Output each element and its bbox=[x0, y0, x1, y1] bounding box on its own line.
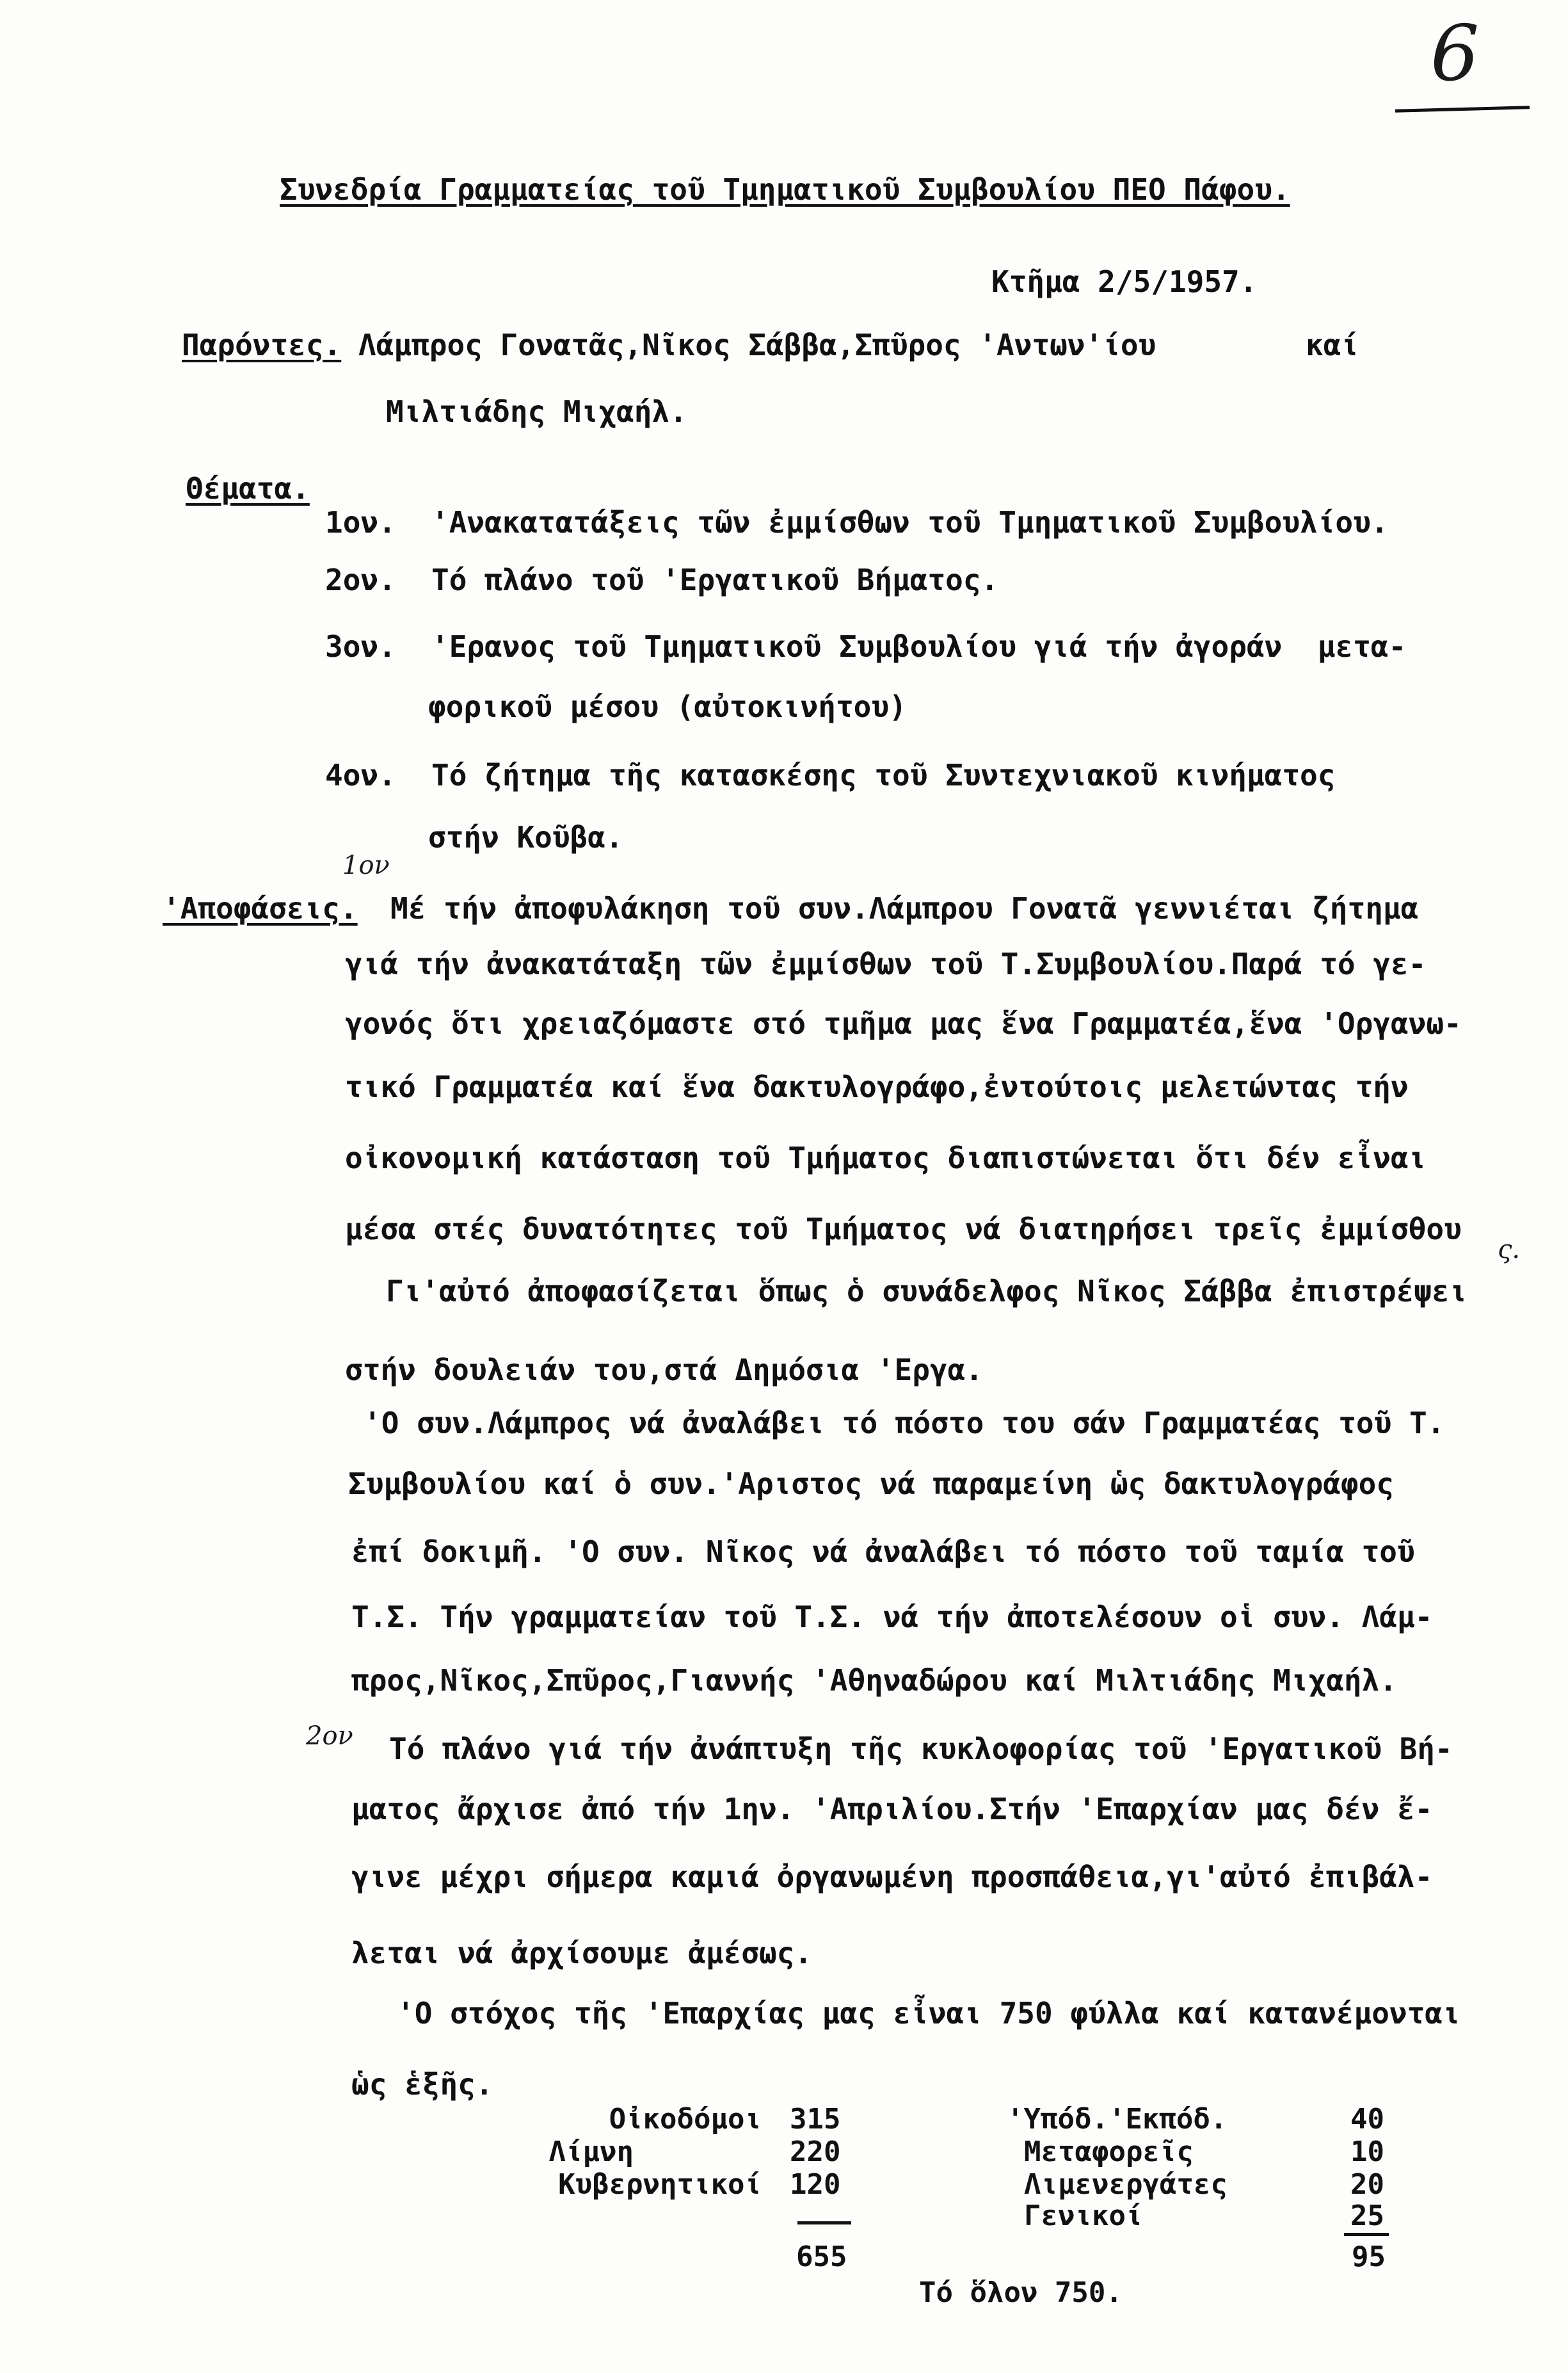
left-sum-rule bbox=[797, 2221, 851, 2224]
decision-line: λεται νά ἀρχίσουμε ἀμέσως. bbox=[351, 1936, 813, 1970]
distribution-label: Κυβερνητικοί bbox=[558, 2168, 762, 2201]
handwritten-mark-second: 2ον bbox=[306, 1721, 353, 1751]
decision-line: γονός ὅτι χρειαζόμαστε στό τμῆμα μας ἕνα Γραμματέα,ἕνα 'Οργανω- bbox=[345, 1006, 1462, 1041]
topic-text: Τό ζήτημα τῆς κατασκέσης τοῦ Συντεχνιακοῦ κινήματος bbox=[431, 758, 1336, 792]
grand-total: Τό ὅλον 750. bbox=[919, 2276, 1123, 2309]
document-date: Κτῆμα 2/5/1957. bbox=[991, 264, 1258, 299]
present-and: καί bbox=[1306, 328, 1359, 362]
decision-line: στήν δουλειάν του,στά Δημόσια 'Εργα. bbox=[345, 1353, 983, 1387]
decision-line: μέσα στές δυνατότητες τοῦ Τμήματος νά διατηρήσει τρεῖς ἐμμίσθου bbox=[345, 1212, 1462, 1246]
distribution-label: Λιμενεργάτες bbox=[1024, 2168, 1228, 2201]
present-names: Λάμπρος Γονατᾶς,Νῖκος Σάββα,Σπῦρος 'Αντων'ίου bbox=[358, 328, 1156, 362]
decision-line: οἰκονομική κατάσταση τοῦ Τμήματος διαπιστώνεται ὅτι δέν εἶναι bbox=[345, 1141, 1427, 1175]
right-sum-rule bbox=[1344, 2233, 1389, 2236]
distribution-label: Γενικοί bbox=[1024, 2200, 1143, 2232]
present-label: Παρόντες. bbox=[182, 328, 342, 362]
left-total: 655 bbox=[796, 2240, 847, 2273]
distribution-value: 20 bbox=[1350, 2168, 1384, 2201]
topic-text: 'Ερανος τοῦ Τμηματικοῦ Συμβουλίου γιά τήν ἀγοράν μετα- bbox=[431, 629, 1407, 664]
topic-number: 1ον. bbox=[325, 505, 396, 540]
right-total: 95 bbox=[1352, 2240, 1386, 2273]
distribution-value: 220 bbox=[790, 2136, 841, 2168]
decision-line: ματος ἄρχισε ἀπό τήν 1ην. 'Απριλίου.Στήν 'Επαρχίαν μας δέν ἔ- bbox=[351, 1792, 1433, 1826]
topic-text: φορικοῦ μέσου (αὐτοκινήτου) bbox=[428, 689, 907, 724]
document-title: Συνεδρία Γραμματείας τοῦ Τμηματικοῦ Συμβουλίου ΠΕΟ Πάφου. bbox=[280, 172, 1290, 207]
decision-line: γιά τήν ἀνακατάταξη τῶν ἐμμίσθων τοῦ Τ.Συμβουλίου.Παρά τό γε- bbox=[345, 947, 1427, 981]
distribution-label: Οἰκοδόμοι bbox=[609, 2103, 762, 2136]
distribution-value: 120 bbox=[790, 2168, 841, 2201]
decision-line: προς,Νῖκος,Σπῦρος,Γιαννής 'Αθηναδώρου καί Μιλτιάδης Μιχαήλ. bbox=[351, 1663, 1397, 1698]
page-number-underline bbox=[1395, 106, 1530, 112]
distribution-value: 10 bbox=[1350, 2136, 1384, 2168]
distribution-label: Μεταφορεῖς bbox=[1024, 2136, 1194, 2168]
decision-line: Συμβουλίου καί ὁ συν.'Αριστος νά παραμείνη ὡς δακτυλογράφος bbox=[348, 1467, 1394, 1501]
decision-line: ἐπί δοκιμῆ. 'Ο συν. Νῖκος νά ἀναλάβει τό πόστο τοῦ ταμία τοῦ bbox=[351, 1534, 1415, 1569]
decision-line: 'Ο στόχος τῆς 'Επαρχίας μας εἶναι 750 φύλλα καί κατανέμονται bbox=[397, 1996, 1460, 2031]
present-names-cont: Μιλτιάδης Μιχαήλ. bbox=[386, 394, 687, 429]
handwritten-mark-first: 1ον bbox=[342, 851, 390, 880]
decision-line: τικό Γραμματέα καί ἕνα δακτυλογράφο,ἐντούτοις μελετώντας τήν bbox=[345, 1070, 1409, 1104]
decision-line: ὡς ἑξῆς. bbox=[351, 2067, 493, 2102]
topic-text: στήν Κοῦβα. bbox=[428, 820, 623, 855]
topic-number: 2ον. bbox=[325, 563, 396, 597]
handwritten-suffix: ς. bbox=[1498, 1235, 1521, 1264]
decision-line: 'Ο συν.Λάμπρος νά ἀναλάβει τό πόστο του σάν Γραμματέας τοῦ Τ. bbox=[364, 1406, 1445, 1440]
distribution-value: 40 bbox=[1350, 2103, 1384, 2136]
topic-number: 4ον. bbox=[325, 758, 396, 792]
decisions-label: 'Αποφάσεις. bbox=[163, 891, 358, 926]
topic-number: 3ον. bbox=[325, 629, 396, 664]
distribution-value: 25 bbox=[1350, 2200, 1384, 2232]
distribution-label: Λίμνη bbox=[548, 2136, 634, 2168]
distribution-label: 'Υπόδ.'Εκπόδ. bbox=[1007, 2103, 1228, 2136]
decision-line: Τό πλάνο γιά τήν ἀνάπτυξη τῆς κυκλοφορίας τοῦ 'Εργατικοῦ Βή- bbox=[389, 1732, 1453, 1766]
topics-label: Θέματα. bbox=[186, 471, 310, 506]
decision-line: Μέ τήν ἀποφυλάκηση τοῦ συν.Λάμπρου Γονατᾶ γεννιέται ζήτημα bbox=[390, 891, 1419, 926]
topic-text: 'Ανακατατάξεις τῶν ἐμμίσθων τοῦ Τμηματικοῦ Συμβουλίου. bbox=[431, 505, 1389, 540]
topic-text: Τό πλάνο τοῦ 'Εργατικοῦ Βήματος. bbox=[431, 563, 999, 597]
page-number: 6 bbox=[1430, 10, 1480, 99]
distribution-value: 315 bbox=[790, 2103, 841, 2136]
decision-line: Τ.Σ. Τήν γραμματείαν τοῦ Τ.Σ. νά τήν ἀποτελέσουν οἱ συν. Λάμ- bbox=[351, 1600, 1433, 1634]
decision-line: γινε μέχρι σήμερα καμιά ὀργανωμένη προσπάθεια,γι'αὐτό ἐπιβάλ- bbox=[351, 1860, 1433, 1894]
decision-line: Γι'αὐτό ἀποφασίζεται ὅπως ὁ συνάδελφος Νῖκος Σάββα ἐπιστρέψει bbox=[386, 1274, 1468, 1308]
